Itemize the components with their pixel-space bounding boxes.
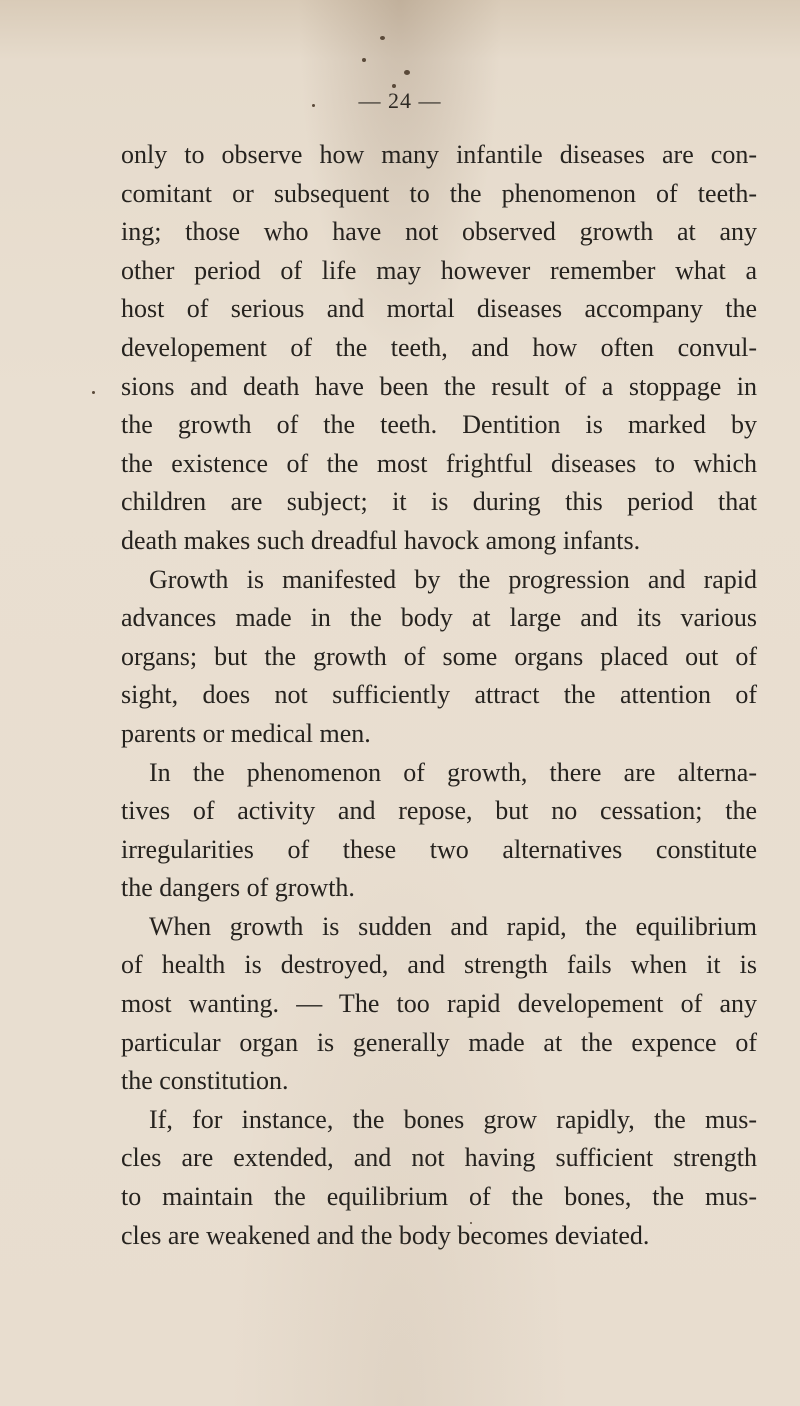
body-text xyxy=(121,136,757,1255)
text-line: advances made in the body at large and its various xyxy=(121,603,757,633)
text-line: only to observe how many infantile diseases are con- xyxy=(121,140,757,169)
text-line: children are subject; it is during this period that xyxy=(121,487,757,517)
text-line: organs; but the growth of some organs placed out of xyxy=(121,641,757,671)
text-line: cles are extended, and not having sufficient strength xyxy=(121,1143,757,1173)
text-line: ing; those who have not observed growth at any xyxy=(121,217,757,247)
text-line: When growth is sudden and rapid, the equilibrium xyxy=(149,911,757,941)
text-line: tives of activity and repose, but no cessation; the xyxy=(121,796,757,826)
text-line: sions and death have been the result of a stoppage in xyxy=(121,371,757,401)
page-number: — 24 — xyxy=(358,88,442,113)
text-line: the growth of the teeth. Dentition is marked by xyxy=(121,410,757,440)
text-line: the dangers of growth. xyxy=(121,873,355,903)
ink-speck xyxy=(404,70,410,75)
text-line: particular organ is generally made at the expence of xyxy=(121,1027,757,1057)
text-line: of health is destroyed, and strength fails when it is xyxy=(121,950,757,980)
text-line: cles are weakened and the body becomes deviated. xyxy=(121,1220,650,1250)
text-line: most wanting. — The too rapid developement of any xyxy=(121,989,757,1019)
text-line: sight, does not sufficiently attract the attention of xyxy=(121,680,757,710)
text-line: host of serious and mortal diseases accompany the xyxy=(121,294,757,324)
text-line: parents or medical men. xyxy=(121,718,371,748)
text-line: the existence of the most frightful diseases to which xyxy=(121,448,757,478)
text-line: In the phenomenon of growth, there are alterna- xyxy=(149,757,757,787)
ink-speck xyxy=(380,36,385,40)
ink-speck xyxy=(362,58,366,62)
ink-speck xyxy=(92,391,95,394)
text-line: developement of the teeth, and how often convul- xyxy=(121,332,757,362)
text-line: comitant or subsequent to the phenomenon of teeth- xyxy=(121,178,757,208)
text-line: Growth is manifested by the progression and rapid xyxy=(149,564,757,594)
text-line: the constitution. xyxy=(121,1066,289,1096)
text-line: irregularities of these two alternatives constitute xyxy=(121,834,757,864)
text-line: other period of life may however remember what a xyxy=(121,255,757,285)
text-line: to maintain the equilibrium of the bones, the mus- xyxy=(121,1182,757,1212)
text-line: death makes such dreadful havock among infants. xyxy=(121,525,641,555)
text-line: If, for instance, the bones grow rapidly, the mus- xyxy=(149,1104,757,1134)
